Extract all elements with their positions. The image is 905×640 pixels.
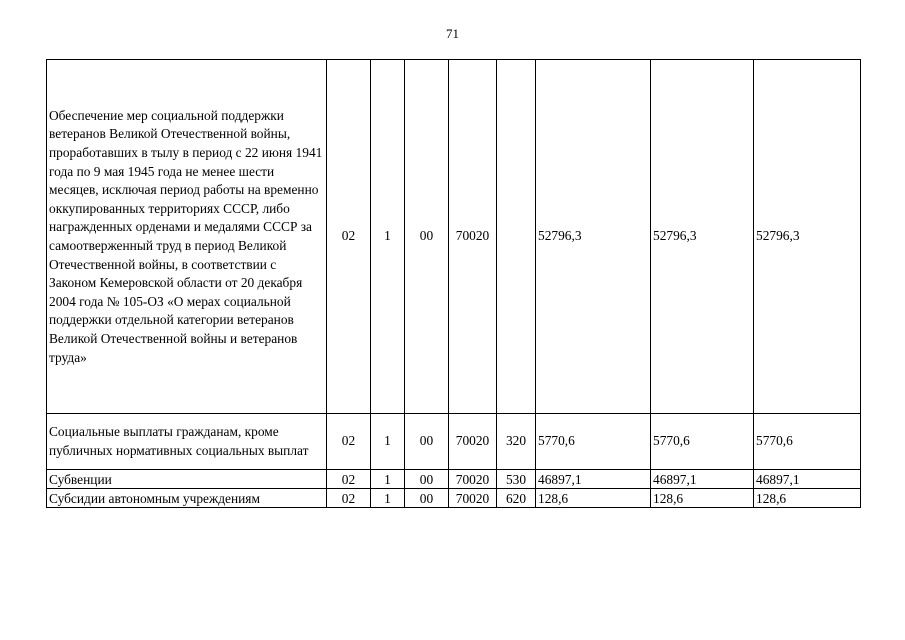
amount-cell-1: 52796,3 <box>536 60 651 414</box>
code-cell-5: 620 <box>497 489 536 508</box>
code-cell-1: 02 <box>327 489 371 508</box>
amount-cell-3: 128,6 <box>754 489 861 508</box>
row-name-cell: Социальные выплаты гражданам, кроме публичных нормативных социальных выплат <box>47 414 327 470</box>
amount-cell-3: 46897,1 <box>754 470 861 489</box>
amount-cell-1: 46897,1 <box>536 470 651 489</box>
row-name-cell: Субвенции <box>47 470 327 489</box>
code-cell-1: 02 <box>327 470 371 489</box>
code-cell-2: 1 <box>371 489 405 508</box>
row-name-cell: Обеспечение мер социальной поддержки ветеранов Великой Отечественной войны, проработавших в тылу в период с 22 июня 1941 года по 9 мая 1945 года не менее шести месяцев, исключая период работы на временно оккупированных территориях СССР, либо награжденных орденами и медалями СССР за самоотверженный труд в период Великой Отечественной войны, в соответствии с Законом Кемеровской области от 20 декабря 2004 года № 105-ОЗ «О мерах социальной поддержки отдельной категории ветеранов Великой Отечественной войны и ветеранов труда» <box>47 60 327 414</box>
code-cell-3: 00 <box>405 489 449 508</box>
code-cell-4: 70020 <box>449 470 497 489</box>
amount-cell-1: 5770,6 <box>536 414 651 470</box>
code-cell-2: 1 <box>371 470 405 489</box>
table-row <box>47 470 861 489</box>
amount-cell-2: 128,6 <box>651 489 754 508</box>
code-cell-1: 02 <box>327 414 371 470</box>
table-row <box>47 489 861 508</box>
amount-cell-2: 46897,1 <box>651 470 754 489</box>
table-row <box>47 60 861 414</box>
code-cell-5: 320 <box>497 414 536 470</box>
code-cell-1: 02 <box>327 60 371 414</box>
code-cell-4: 70020 <box>449 414 497 470</box>
code-cell-4: 70020 <box>449 489 497 508</box>
budget-table <box>46 59 861 508</box>
page-number: 71 <box>446 26 459 41</box>
table-row <box>47 414 861 470</box>
amount-cell-3: 5770,6 <box>754 414 861 470</box>
code-cell-3: 00 <box>405 414 449 470</box>
amount-cell-2: 5770,6 <box>651 414 754 470</box>
code-cell-2: 1 <box>371 60 405 414</box>
code-cell-3: 00 <box>405 470 449 489</box>
amount-cell-3: 52796,3 <box>754 60 861 414</box>
code-cell-3: 00 <box>405 60 449 414</box>
amount-cell-2: 52796,3 <box>651 60 754 414</box>
amount-cell-1: 128,6 <box>536 489 651 508</box>
code-cell-5: 530 <box>497 470 536 489</box>
code-cell-2: 1 <box>371 414 405 470</box>
code-cell-5 <box>497 60 536 414</box>
row-name-cell: Субсидии автономным учреждениям <box>47 489 327 508</box>
code-cell-4: 70020 <box>449 60 497 414</box>
